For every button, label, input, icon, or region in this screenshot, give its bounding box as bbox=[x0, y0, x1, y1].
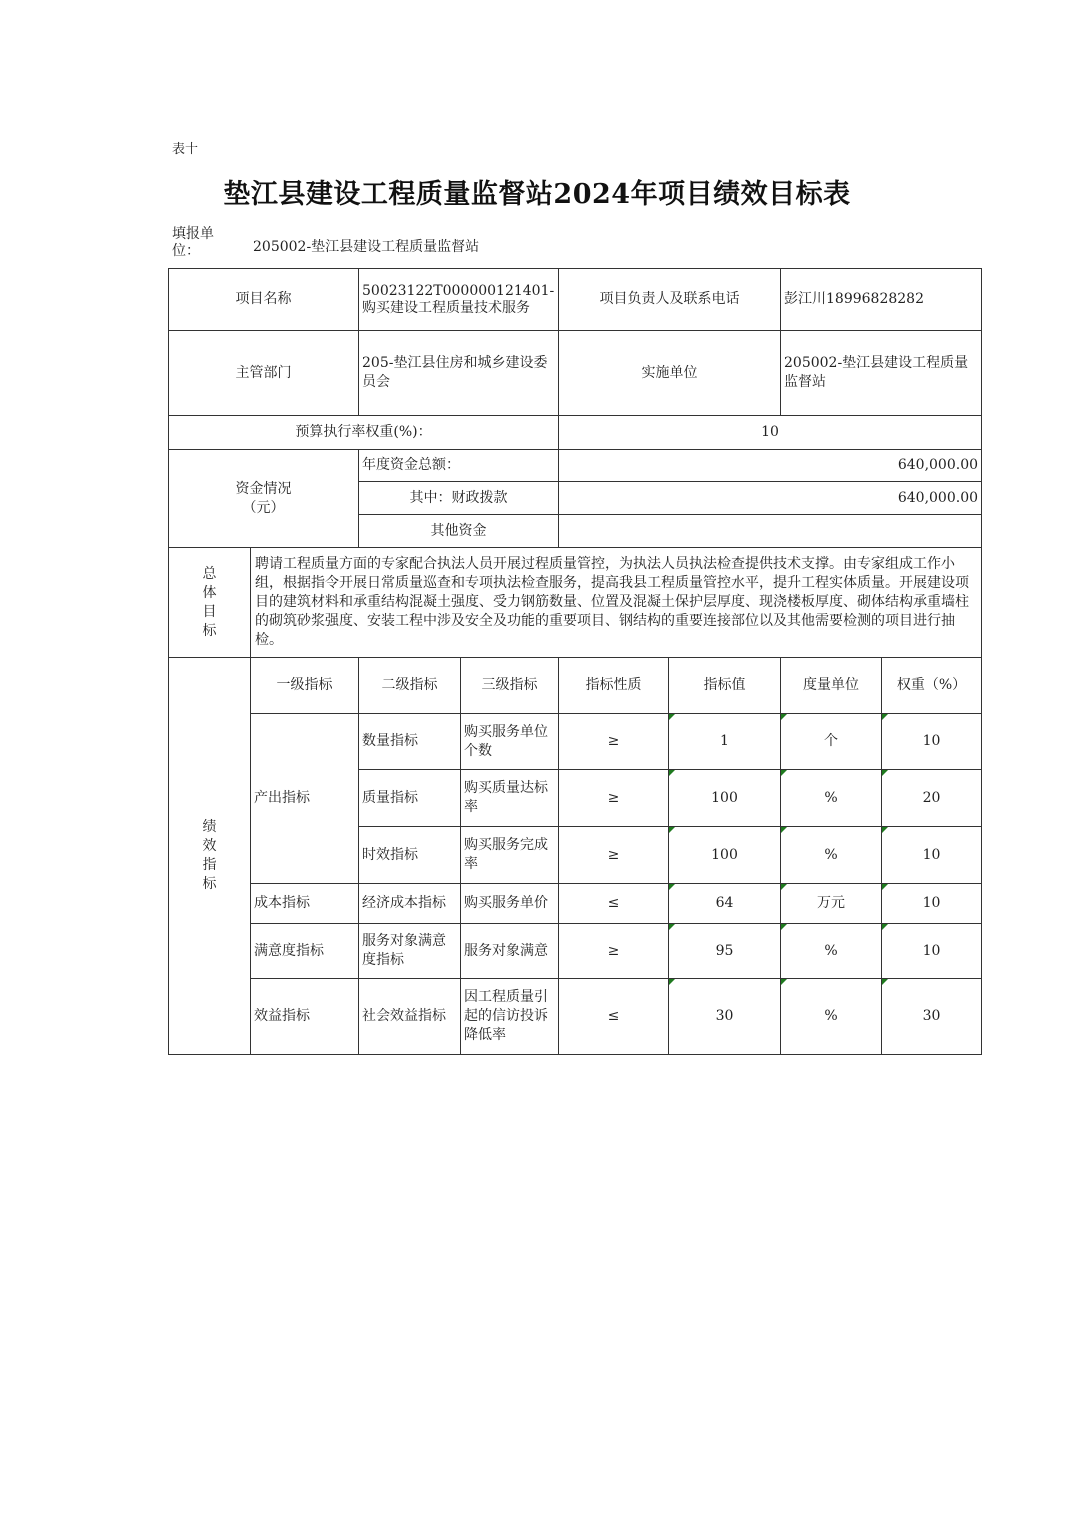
funds-label-line2: （元） bbox=[242, 499, 285, 516]
level3-cell: 购买质量达标率 bbox=[461, 770, 559, 827]
dept-label: 主管部门 bbox=[169, 331, 359, 416]
fiscal-value: 640,000.00 bbox=[559, 482, 982, 515]
perf-char: 效 bbox=[202, 838, 217, 854]
budget-weight-label: 预算执行率权重(%)： bbox=[169, 416, 559, 450]
overall-goal-text: 聘请工程质量方面的专家配合执法人员开展过程质量管控，为执法人员执法检查提供技术支撑。由专家组成工作小组，根据指令开展日常质量巡查和专项执法检查服务，提高我县工程质量管控水平，提升工程实体质量。开展建设项目的建筑材料和承重结构混凝土强度、受力钢筋数量、位置及混凝土保护层厚度、现浇楼板厚度、砌体结构承重墙柱的砌筑砂浆强度、安装工程中涉及安全及功能的重要项目、钢结构的重要连接部位以及其他需要检测的项目进行抽检。 bbox=[251, 548, 982, 658]
project-name-value: 50023122T000000121401-购买建设工程质量技术服务 bbox=[359, 269, 559, 331]
nature-cell: ≥ bbox=[559, 827, 669, 884]
perf-char: 指 bbox=[202, 857, 217, 873]
level3-cell: 购买服务完成率 bbox=[461, 827, 559, 884]
performance-target-table bbox=[168, 268, 982, 1055]
weight-cell: 10 bbox=[882, 884, 982, 924]
header-nature: 指标性质 bbox=[559, 658, 669, 714]
reporting-unit-label: 填报单位： bbox=[172, 226, 214, 259]
level3-cell: 购买服务单位个数 bbox=[461, 714, 559, 770]
impl-label: 实施单位 bbox=[559, 331, 781, 416]
header-unit: 度量单位 bbox=[781, 658, 882, 714]
performance-indicator-label bbox=[169, 658, 251, 1055]
annual-total-label: 年度资金总额： bbox=[359, 450, 559, 482]
funds-label bbox=[169, 450, 359, 548]
budget-weight-value: 10 bbox=[559, 416, 982, 450]
value-cell: 100 bbox=[669, 827, 781, 884]
level3-cell: 购买服务单价 bbox=[461, 884, 559, 924]
impl-value: 205002-垫江县建设工程质量监督站 bbox=[781, 331, 982, 416]
leader-value: 彭江川18996828282 bbox=[781, 269, 982, 331]
unit-cell: % bbox=[781, 979, 882, 1055]
nature-cell: ≤ bbox=[559, 884, 669, 924]
level2-cell: 经济成本指标 bbox=[359, 884, 461, 924]
value-cell: 100 bbox=[669, 770, 781, 827]
level2-cell: 数量指标 bbox=[359, 714, 461, 770]
value-cell: 95 bbox=[669, 924, 781, 979]
page-title: 垫江县建设工程质量监督站2024年项目绩效目标表 bbox=[223, 179, 851, 210]
unit-cell: % bbox=[781, 770, 882, 827]
table-row bbox=[169, 714, 982, 770]
header-weight: 权重（%） bbox=[882, 658, 982, 714]
header-level2: 二级指标 bbox=[359, 658, 461, 714]
goal-char: 目 bbox=[202, 603, 217, 620]
level3-cell: 服务对象满意 bbox=[461, 924, 559, 979]
level2-cell: 服务对象满意度指标 bbox=[359, 924, 461, 979]
nature-cell: ≤ bbox=[559, 979, 669, 1055]
level1-cell: 满意度指标 bbox=[251, 924, 359, 979]
table-row bbox=[169, 924, 982, 979]
level1-cell: 成本指标 bbox=[251, 884, 359, 924]
unit-cell: % bbox=[781, 827, 882, 884]
goal-char: 体 bbox=[202, 584, 217, 601]
weight-cell: 10 bbox=[882, 924, 982, 979]
perf-char: 绩 bbox=[202, 819, 217, 835]
weight-cell: 20 bbox=[882, 770, 982, 827]
reporting-unit-value: 205002-垫江县建设工程质量监督站 bbox=[253, 239, 480, 255]
unit-cell: 个 bbox=[781, 714, 882, 770]
value-cell: 1 bbox=[669, 714, 781, 770]
dept-value: 205-垫江县住房和城乡建设委员会 bbox=[359, 331, 559, 416]
funds-label-line1: 资金情况 bbox=[235, 480, 292, 497]
fiscal-label: 其中：财政拨款 bbox=[359, 482, 559, 515]
level2-cell: 时效指标 bbox=[359, 827, 461, 884]
header-level1: 一级指标 bbox=[251, 658, 359, 714]
level1-cell: 效益指标 bbox=[251, 979, 359, 1055]
weight-cell: 30 bbox=[882, 979, 982, 1055]
header-level3: 三级指标 bbox=[461, 658, 559, 714]
nature-cell: ≥ bbox=[559, 714, 669, 770]
unit-cell: % bbox=[781, 924, 882, 979]
goal-char: 总 bbox=[202, 565, 217, 582]
perf-char: 标 bbox=[202, 876, 217, 892]
level2-cell: 质量指标 bbox=[359, 770, 461, 827]
weight-cell: 10 bbox=[882, 714, 982, 770]
nature-cell: ≥ bbox=[559, 770, 669, 827]
page-number: 表十 bbox=[172, 142, 199, 157]
table-row bbox=[169, 884, 982, 924]
other-funds-label: 其他资金 bbox=[359, 515, 559, 548]
level2-cell: 社会效益指标 bbox=[359, 979, 461, 1055]
annual-total-value: 640,000.00 bbox=[559, 450, 982, 482]
level1-cell: 产出指标 bbox=[251, 714, 359, 884]
goal-char: 标 bbox=[202, 622, 217, 639]
value-cell: 64 bbox=[669, 884, 781, 924]
header-value: 指标值 bbox=[669, 658, 781, 714]
project-name-label: 项目名称 bbox=[169, 269, 359, 331]
unit-cell: 万元 bbox=[781, 884, 882, 924]
leader-label: 项目负责人及联系电话 bbox=[559, 269, 781, 331]
weight-cell: 10 bbox=[882, 827, 982, 884]
nature-cell: ≥ bbox=[559, 924, 669, 979]
table-row bbox=[169, 979, 982, 1055]
overall-goal-label bbox=[169, 548, 251, 658]
value-cell: 30 bbox=[669, 979, 781, 1055]
other-funds-value bbox=[559, 515, 982, 548]
level3-cell: 因工程质量引起的信访投诉降低率 bbox=[461, 979, 559, 1055]
